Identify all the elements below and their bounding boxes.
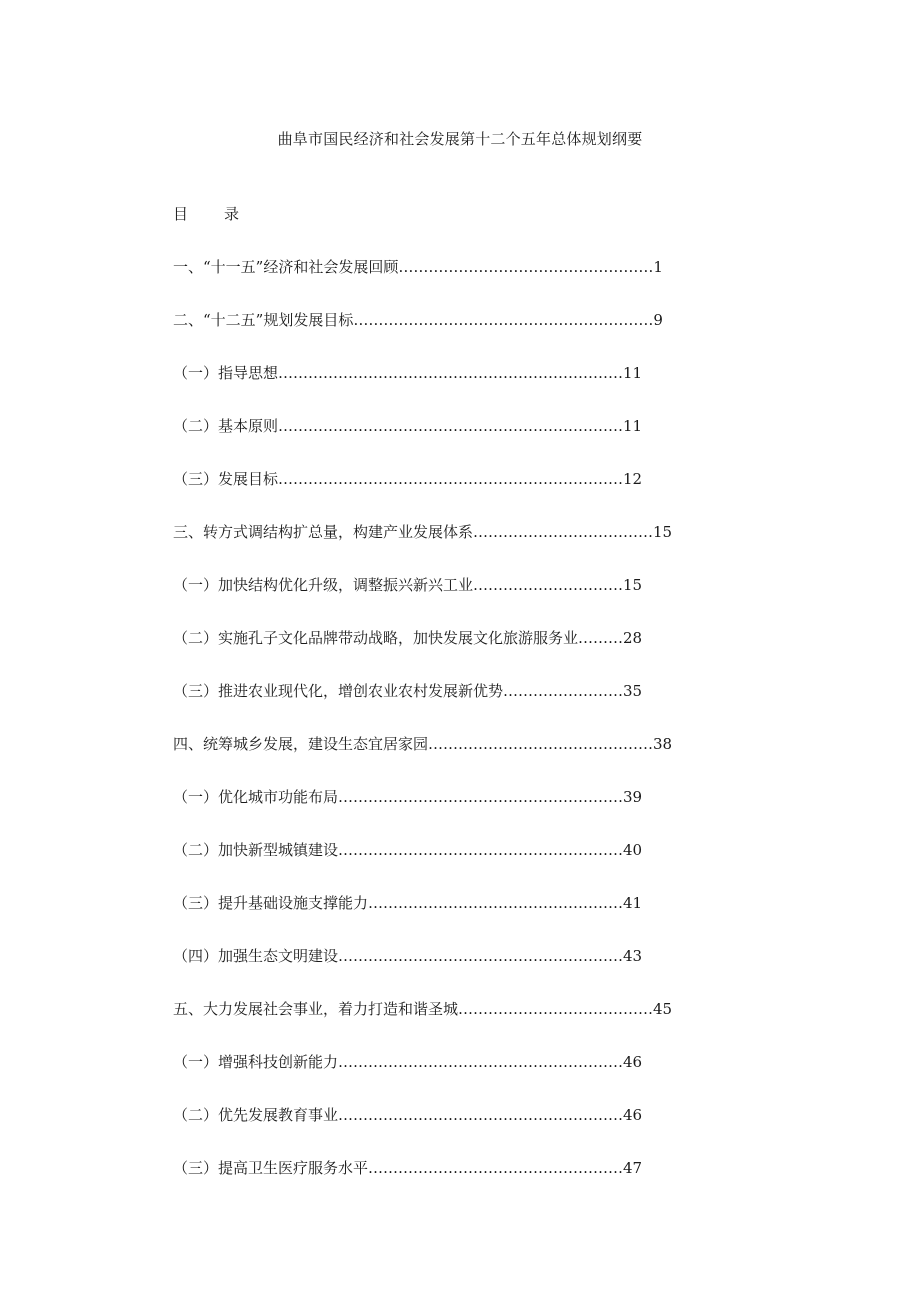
toc-entry[interactable] xyxy=(173,362,672,415)
toc-entry-page: 28 xyxy=(623,629,643,647)
toc-entry-label: （二）实施孔子文化品牌带动战略，加快发展文化旅游服务业 xyxy=(173,629,579,647)
toc-entry[interactable] xyxy=(173,1157,672,1210)
toc-entry-label: 五、大力发展社会事业，着力打造和谐圣城 xyxy=(173,1000,459,1018)
toc-leader-dots: ………………………………… xyxy=(458,1000,654,1018)
toc-heading xyxy=(173,203,239,224)
toc-leader-dots: …………………………………………… xyxy=(368,894,624,912)
toc-entry[interactable] xyxy=(173,839,672,892)
toc-heading-right: 录 xyxy=(224,205,240,223)
toc-entry-label: （一）增强科技创新能力 xyxy=(173,1053,339,1071)
toc-entry-page: 39 xyxy=(623,788,643,806)
toc-entry-page: 11 xyxy=(623,417,643,435)
toc-entry-label: 一、“十一五”经济和社会发展回顾 xyxy=(173,258,399,276)
toc-leader-dots: ……………………………… xyxy=(473,523,654,541)
toc-heading-left: 目 xyxy=(173,205,189,223)
toc-entry-label: （一）指导思想 xyxy=(173,364,279,382)
toc-entry[interactable] xyxy=(173,574,672,627)
toc-entry[interactable] xyxy=(173,309,672,362)
toc-entry[interactable] xyxy=(173,680,672,733)
toc-entry[interactable] xyxy=(173,1051,672,1104)
toc-leader-dots: ………………………………………………… xyxy=(338,841,624,859)
toc-entry-page: 47 xyxy=(623,1159,643,1177)
toc-leader-dots: …………………… xyxy=(503,682,624,700)
toc-entry-label: （四）加强生态文明建设 xyxy=(173,947,339,965)
toc-leader-dots: ………………………… xyxy=(473,576,624,594)
toc-leader-dots: …………………………………………………… xyxy=(353,311,654,329)
toc-entry-label: （三）发展目标 xyxy=(173,470,279,488)
toc-entry-page: 12 xyxy=(623,470,643,488)
toc-leader-dots: …………………………………………… xyxy=(368,1159,624,1177)
toc-entry-page: 1 xyxy=(653,258,663,276)
toc-entry-page: 46 xyxy=(623,1053,643,1071)
toc-entry[interactable] xyxy=(173,733,672,786)
toc-entry[interactable] xyxy=(173,468,672,521)
toc-leader-dots: ………………………………………………… xyxy=(338,947,624,965)
toc-entry-label: （三）提升基础设施支撑能力 xyxy=(173,894,369,912)
toc-leader-dots: …………………………………………………………… xyxy=(278,364,624,382)
document-title: 曲阜市国民经济和社会发展第十二个五年总体规划纲要 xyxy=(277,130,643,148)
toc-list xyxy=(173,256,672,1210)
toc-leader-dots: …………………………………………………………… xyxy=(278,470,624,488)
toc-entry[interactable] xyxy=(173,521,672,574)
toc-leader-dots: ………………………………………………… xyxy=(338,788,624,806)
toc-entry-label: 三、转方式调结构扩总量，构建产业发展体系 xyxy=(173,523,474,541)
toc-entry-page: 46 xyxy=(623,1106,643,1124)
toc-entry-page: 9 xyxy=(653,311,663,329)
toc-entry-label: （一）优化城市功能布局 xyxy=(173,788,339,806)
toc-leader-dots: …………………………………………………………… xyxy=(278,417,624,435)
toc-entry[interactable] xyxy=(173,786,672,839)
toc-leader-dots: ………………………………………………… xyxy=(338,1053,624,1071)
toc-entry-label: 二、“十二五”规划发展目标 xyxy=(173,311,354,329)
toc-entry-page: 41 xyxy=(623,894,643,912)
toc-entry-page: 15 xyxy=(623,576,643,594)
toc-entry-page: 35 xyxy=(623,682,643,700)
toc-entry[interactable] xyxy=(173,415,672,468)
toc-leader-dots: ……… xyxy=(578,629,624,647)
toc-leader-dots: ……………………………………… xyxy=(428,735,654,753)
toc-entry-label: （三）提高卫生医疗服务水平 xyxy=(173,1159,369,1177)
toc-leader-dots: ………………………………………………… xyxy=(338,1106,624,1124)
toc-entry-page: 38 xyxy=(653,735,673,753)
toc-leader-dots: …………………………………………… xyxy=(398,258,654,276)
toc-entry-label: （三）推进农业现代化，增创农业农村发展新优势 xyxy=(173,682,504,700)
toc-entry-label: 四、统筹城乡发展，建设生态宜居家园 xyxy=(173,735,429,753)
toc-entry[interactable] xyxy=(173,1104,672,1157)
toc-entry[interactable] xyxy=(173,627,672,680)
toc-entry-label: （二）优先发展教育事业 xyxy=(173,1106,339,1124)
toc-entry-page: 11 xyxy=(623,364,643,382)
toc-entry-page: 40 xyxy=(623,841,643,859)
toc-entry[interactable] xyxy=(173,998,672,1051)
toc-entry-label: （二）加快新型城镇建设 xyxy=(173,841,339,859)
toc-entry[interactable] xyxy=(173,256,672,309)
toc-entry-page: 43 xyxy=(623,947,643,965)
toc-entry[interactable] xyxy=(173,892,672,945)
toc-entry-page: 15 xyxy=(653,523,673,541)
toc-entry-page: 45 xyxy=(653,1000,673,1018)
toc-entry-label: （一）加快结构优化升级，调整振兴新兴工业 xyxy=(173,576,474,594)
toc-entry[interactable] xyxy=(173,945,672,998)
toc-entry-label: （二）基本原则 xyxy=(173,417,279,435)
